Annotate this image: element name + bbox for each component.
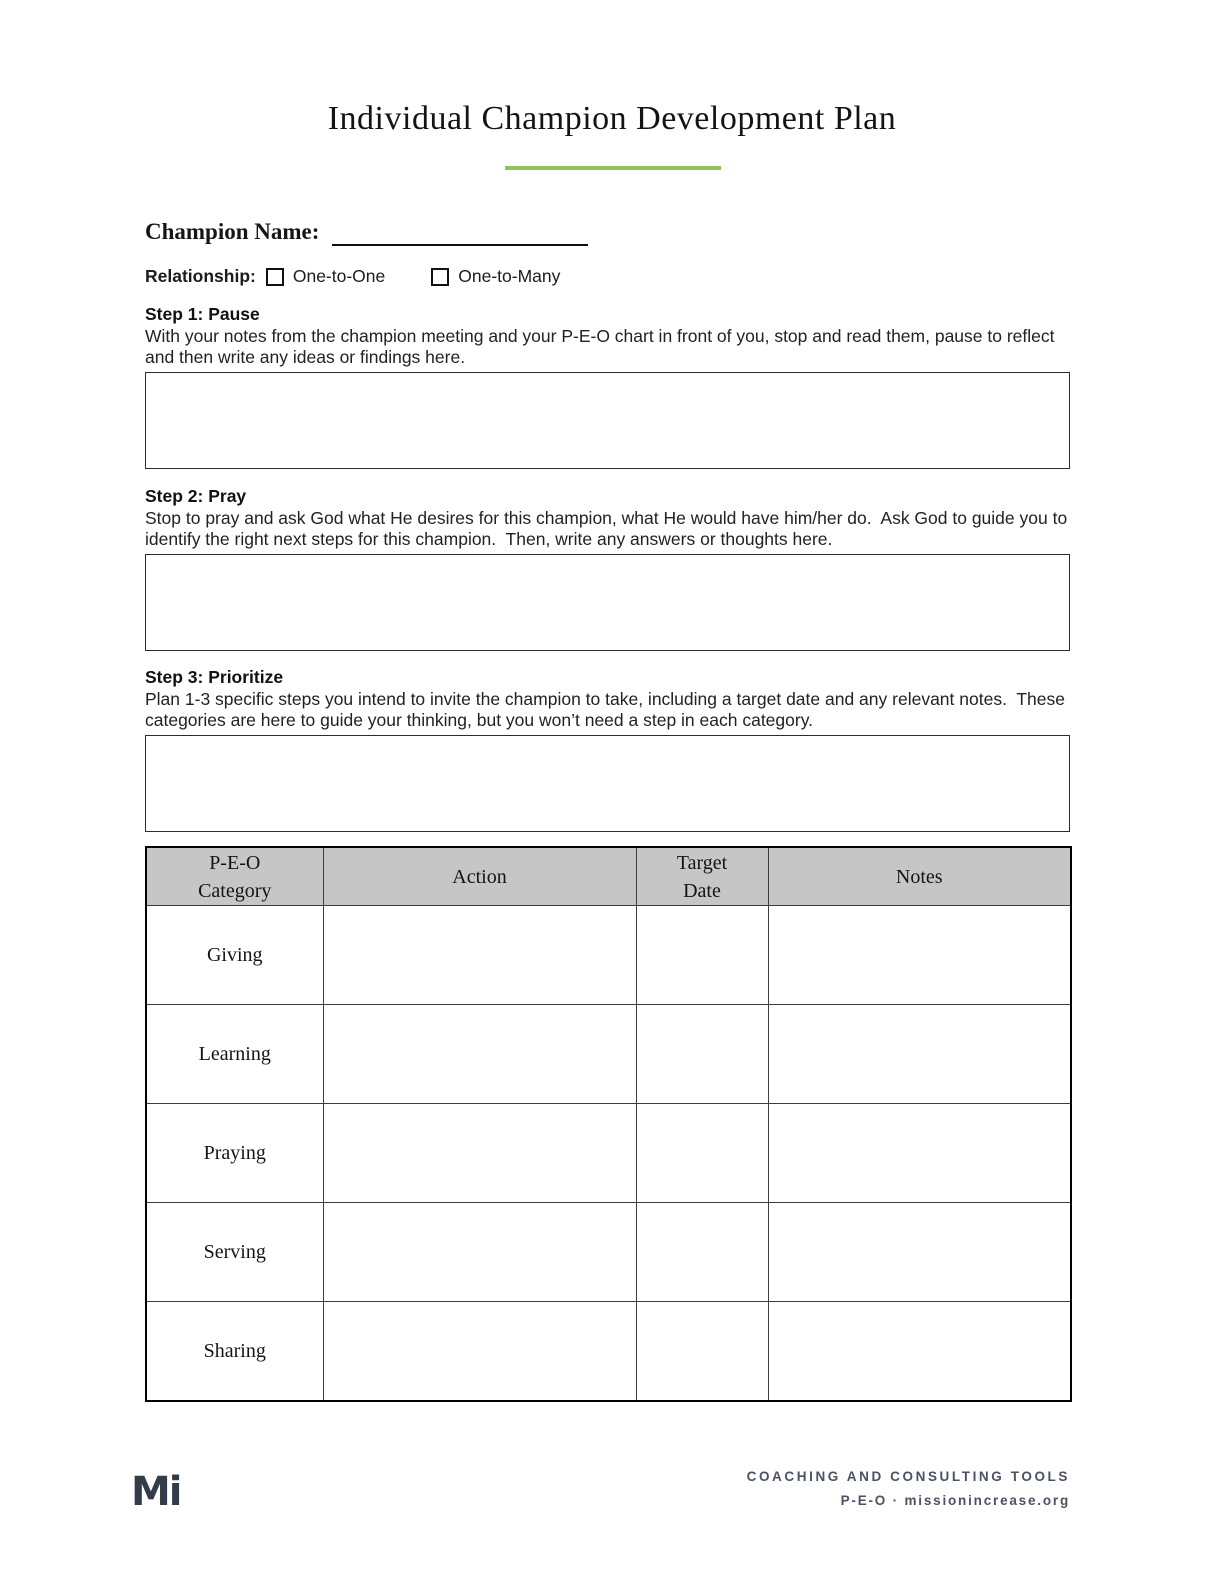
target-date-cell[interactable] (636, 906, 768, 1005)
step-2-heading: Step 2: Pray (145, 486, 247, 506)
action-cell[interactable] (323, 906, 636, 1005)
action-cell[interactable] (323, 1005, 636, 1104)
step-2-section (145, 486, 1073, 651)
table-row-giving (146, 906, 1071, 1005)
category-label: Serving (146, 1203, 323, 1302)
step-2-notes-box[interactable] (145, 554, 1070, 651)
relationship-row (145, 266, 560, 287)
title-divider (505, 166, 721, 170)
footer-tools-label: COACHING AND CONSULTING TOOLS (746, 1469, 1070, 1484)
relationship-option-one-to-one[interactable] (266, 266, 385, 287)
category-label: Praying (146, 1104, 323, 1203)
target-date-cell[interactable] (636, 1203, 768, 1302)
category-label: Sharing (146, 1302, 323, 1402)
one-to-many-label: One-to-Many (458, 266, 561, 286)
target-date-cell[interactable] (636, 1005, 768, 1104)
notes-cell[interactable] (768, 1203, 1071, 1302)
action-cell[interactable] (323, 1203, 636, 1302)
mission-increase-logo: Mi (131, 1469, 181, 1515)
table-row-learning (146, 1005, 1071, 1104)
table-row-serving (146, 1203, 1071, 1302)
table-header-row (146, 847, 1071, 906)
action-cell[interactable] (323, 1104, 636, 1203)
table-row-praying (146, 1104, 1071, 1203)
table-row-sharing (146, 1302, 1071, 1402)
step-3-heading: Step 3: Prioritize (145, 667, 284, 687)
notes-cell[interactable] (768, 1104, 1071, 1203)
step-3-notes-box[interactable] (145, 735, 1070, 832)
action-cell[interactable] (323, 1302, 636, 1402)
column-header-target-date: Target Date (636, 847, 768, 906)
notes-cell[interactable] (768, 1005, 1071, 1104)
target-date-cell[interactable] (636, 1302, 768, 1402)
notes-cell[interactable] (768, 1302, 1071, 1402)
peo-action-table (145, 846, 1072, 1402)
column-header-notes: Notes (768, 847, 1071, 906)
page-footer (131, 1468, 1070, 1515)
relationship-option-one-to-many[interactable] (431, 266, 560, 287)
column-header-peo-category: P-E-O Category (146, 847, 323, 906)
step-3-section (145, 667, 1070, 832)
champion-name-fill-line[interactable] (332, 220, 588, 246)
footer-text-block (747, 1468, 1070, 1510)
column-header-action: Action (323, 847, 636, 906)
category-label: Learning (146, 1005, 323, 1104)
step-3-instructions: Plan 1-3 specific steps you intend to invite the champion to take, including a target date and any relevant notes. These categories are here to guide your thinking, but you won’t need a step in each category. (145, 689, 1070, 730)
one-to-one-checkbox[interactable] (266, 268, 284, 286)
step-1-heading: Step 1: Pause (145, 304, 260, 324)
one-to-many-checkbox[interactable] (431, 268, 449, 286)
page-title: Individual Champion Development Plan (327, 100, 897, 137)
footer-peo-url: P-E-O · missionincrease.org (840, 1493, 1070, 1508)
step-2-instructions: Stop to pray and ask God what He desires for this champion, what He would have him/her do. Ask God to guide you to identify the right next steps for this champion. Then, write any answers or thoughts here. (145, 508, 1073, 549)
category-label: Giving (146, 906, 323, 1005)
notes-cell[interactable] (768, 906, 1071, 1005)
one-to-one-label: One-to-One (292, 266, 386, 286)
step-1-instructions: With your notes from the champion meeting and your P-E-O chart in front of you, stop and read them, pause to reflect and then write any ideas or findings here. (145, 326, 1060, 367)
step-1-notes-box[interactable] (145, 372, 1070, 469)
step-1-section (145, 304, 1070, 469)
target-date-cell[interactable] (636, 1104, 768, 1203)
champion-name-label: Champion Name: (145, 219, 320, 244)
relationship-label: Relationship: (145, 266, 256, 286)
